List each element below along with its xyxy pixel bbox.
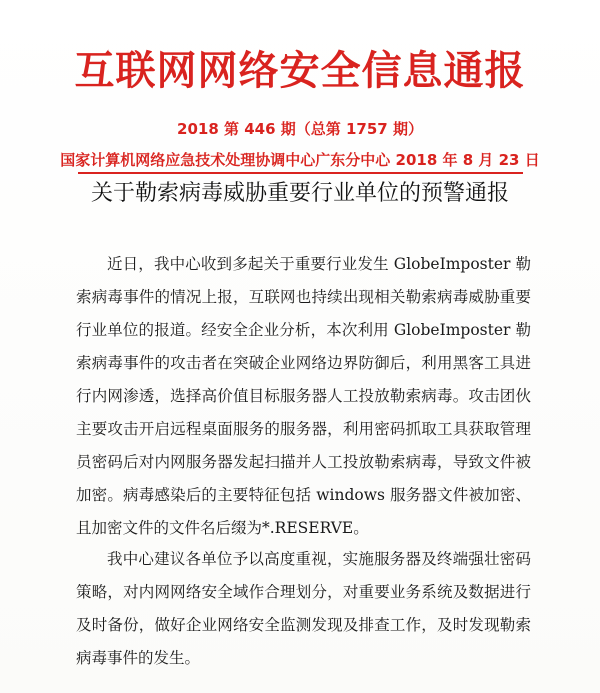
notice-title: 关于勒索病毒威胁重要行业单位的预警通报	[90, 181, 509, 206]
masthead-title: 互联网网络安全信息通报	[74, 48, 526, 94]
red-divider-line	[78, 172, 523, 174]
body-paragraph: 近日，我中心收到多起关于重要行业发生 GlobeImposter 勒索病毒事件的情况上报，互联网也持续出现相关勒索病毒威胁重要行业单位的报道。经安全企业分析，本次利用 GlobeImposter 勒索病毒事件的攻击者在突破企业网络边界防御后，利用黑客工具进行内网渗透，选择高价值目标服务器人工投放勒索病毒。攻击团伙主要攻击开启远程桌面服务的服务器，利用密码抓取工具获取管理员密码后对内网服务器发起扫描并人工投放勒索病毒，导致文件被加密。病毒感染后的主要特征包括 windows 服务器文件被加密、且加密文件的文件名后缀为*.RESERVE。	[76, 255, 531, 537]
issue-number: 2018 第 446 期（总第 1757 期）	[177, 120, 423, 138]
body-paragraph: 我中心建议各单位予以高度重视，实施服务器及终端强壮密码策略，对内网网络安全域作合理划分，对重要业务系统及数据进行及时备份，做好企业网络安全监测发现及排查工作，及时发现勒索病毒事件的发生。	[76, 550, 531, 667]
issuer-and-date: 国家计算机网络应急技术处理协调中心广东分中心 2018 年 8 月 23 日	[60, 151, 540, 169]
